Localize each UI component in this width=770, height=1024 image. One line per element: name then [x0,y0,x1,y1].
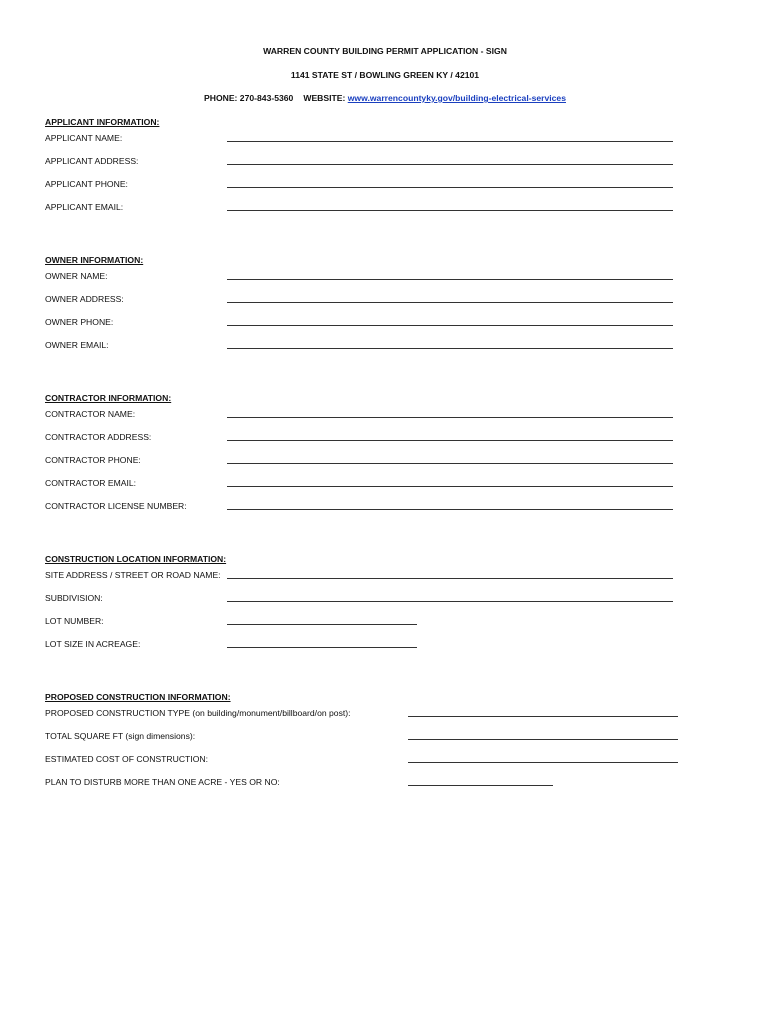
square-ft-row [45,728,770,751]
contractor-name-field[interactable] [227,417,673,418]
office-address: 1141 STATE ST / BOWLING GREEN KY / 42101 [290,70,480,80]
applicant-name-field[interactable] [227,141,673,142]
applicant-name-row [45,130,770,153]
applicant-phone-row [45,176,770,199]
applicant-email-field[interactable] [227,210,673,211]
contractor-address-label: CONTRACTOR ADDRESS: [45,432,152,442]
owner-address-field[interactable] [227,302,673,303]
contractor-email-row [45,475,770,498]
lot-size-row [45,636,770,659]
site-address-label: SITE ADDRESS / STREET OR ROAD NAME: [45,570,221,580]
construction-type-row [45,705,770,728]
cost-row [45,751,770,774]
applicant-phone-label: APPLICANT PHONE: [45,179,128,189]
website-link[interactable]: www.warrencountyky.gov/building-electrical-services [347,93,566,103]
lot-number-row [45,613,770,636]
applicant-email-label: APPLICANT EMAIL: [45,202,124,212]
subdivision-label: SUBDIVISION: [45,593,103,603]
owner-address-label: OWNER ADDRESS: [45,294,124,304]
lot-size-field[interactable] [227,647,417,648]
owner-name-label: OWNER NAME: [45,271,108,281]
cost-field[interactable] [408,762,678,763]
subdivision-row [45,590,770,613]
location-section-title: CONSTRUCTION LOCATION INFORMATION: [45,554,227,564]
location-section [45,554,770,659]
owner-phone-row [45,314,770,337]
applicant-name-label: APPLICANT NAME: [45,133,123,143]
contractor-section [45,393,770,521]
owner-address-row [45,291,770,314]
disturb-acre-field[interactable] [408,785,553,786]
owner-phone-label: OWNER PHONE: [45,317,114,327]
owner-name-row [45,268,770,291]
contractor-name-label: CONTRACTOR NAME: [45,409,136,419]
disturb-acre-row [45,774,770,797]
applicant-section [45,117,770,222]
applicant-section-title: APPLICANT INFORMATION: [45,117,160,127]
lot-number-label: LOT NUMBER: [45,616,104,626]
applicant-address-field[interactable] [227,164,673,165]
proposed-section-title: PROPOSED CONSTRUCTION INFORMATION: [45,692,231,702]
contact-line [0,93,770,103]
contractor-license-field[interactable] [227,509,673,510]
subdivision-field[interactable] [227,601,673,602]
contractor-phone-row [45,452,770,475]
applicant-phone-field[interactable] [227,187,673,188]
owner-section [45,255,770,360]
owner-email-label: OWNER EMAIL: [45,340,109,350]
contractor-license-row [45,498,770,521]
contractor-email-label: CONTRACTOR EMAIL: [45,478,137,488]
lot-number-field[interactable] [227,624,417,625]
site-address-field[interactable] [227,578,673,579]
owner-email-row [45,337,770,360]
contractor-email-field[interactable] [227,486,673,487]
contractor-section-title: CONTRACTOR INFORMATION: [45,393,172,403]
applicant-address-label: APPLICANT ADDRESS: [45,156,139,166]
site-address-row [45,567,770,590]
contractor-phone-field[interactable] [227,463,673,464]
contractor-address-row [45,429,770,452]
contractor-address-field[interactable] [227,440,673,441]
website-label: WEBSITE: [303,93,346,103]
owner-email-field[interactable] [227,348,673,349]
owner-section-title: OWNER INFORMATION: [45,255,144,265]
square-ft-label: TOTAL SQUARE FT (sign dimensions): [45,731,196,741]
cost-label: ESTIMATED COST OF CONSTRUCTION: [45,754,208,764]
contractor-license-label: CONTRACTOR LICENSE NUMBER: [45,501,187,511]
applicant-email-row [45,199,770,222]
phone-number: PHONE: 270-843-5360 [204,93,294,103]
proposed-section [45,692,770,797]
lot-size-label: LOT SIZE IN ACREAGE: [45,639,141,649]
applicant-address-row [45,153,770,176]
disturb-acre-label: PLAN TO DISTURB MORE THAN ONE ACRE - YES OR NO: [45,777,280,787]
contractor-phone-label: CONTRACTOR PHONE: [45,455,141,465]
owner-name-field[interactable] [227,279,673,280]
square-ft-field[interactable] [408,739,678,740]
contractor-name-row [45,406,770,429]
construction-type-label: PROPOSED CONSTRUCTION TYPE (on building/monument/billboard/on post): [45,708,351,718]
construction-type-field[interactable] [408,716,678,717]
form-title: WARREN COUNTY BUILDING PERMIT APPLICATION - SIGN [263,46,507,56]
owner-phone-field[interactable] [227,325,673,326]
